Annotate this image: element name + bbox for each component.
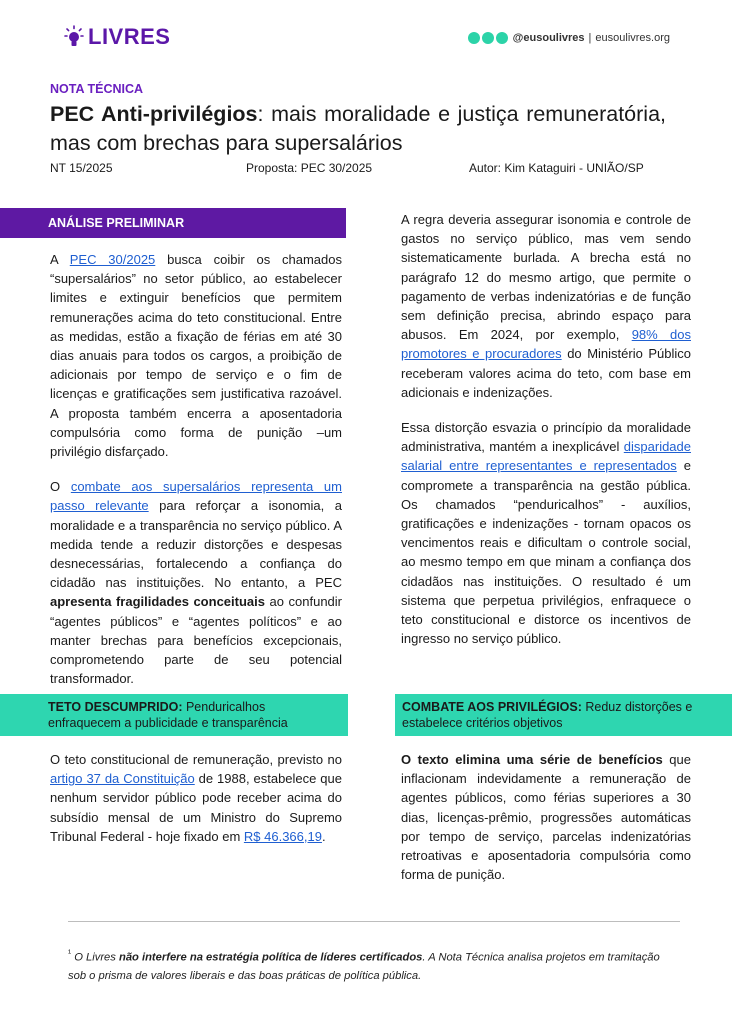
facebook-icon[interactable] [482,32,494,44]
doc-kicker: NOTA TÉCNICA [50,82,144,96]
pec-link[interactable]: PEC 30/2025 [69,252,156,267]
right-column [401,210,691,664]
paragraph: O texto elimina uma série de benefícios que inflacionam indevidamente a remuneração de agentes públicos, como férias superiores a 30 dias, licenças-prêmio, progressões automáticas por tempo de serviço, parcelas indenizatórias retroativas e aposentadoria compulsória como forma de punição. [401,752,691,883]
disparidade-link[interactable]: disparidade salarial entre representantes e representados [401,439,691,474]
twitter-icon[interactable] [496,32,508,44]
teto-text [50,750,342,862]
artigo-37-link[interactable]: artigo 37 da Constituição [50,771,195,787]
livres-logo[interactable] [64,24,170,50]
title-bold: PEC Anti-privilégios [50,102,258,126]
paragraph: A PEC 30/2025 busca coibir os chamados “supersalários” no setor público, ao estabelecer limites e extinguir benefícios que permitem remunerações acima do teto constitucional. Entre as medidas, estão a fixação de férias em até 30 dias anuais para todos os cargos, a proibição de adicionais por tempo de serviço e o fim de licenças e gratificações sem justificativa razoável. A proposta também encerra a aposentadoria compulsória como forma de punição –um privilégio disfarçado. [50,252,342,460]
footnote: $^{^1}$ O Livres não interfere na estratégia política de líderes certificados. A Nota Técnica analisa projetos em tramitação sob o prisma de valores liberais e das boas práticas de política pública. [68,948,660,982]
author: Autor: Kim Kataguiri - UNIÃO/SP [469,161,644,175]
social-links [468,32,670,44]
logo-text: LIVRES [88,24,171,49]
nt-number: NT 15/2025 [50,161,113,175]
social-handle[interactable]: @eusoulivres [512,32,585,44]
paragraph: O teto constitucional de remuneração, previsto no artigo 37 da Constituição de 1988, estabelece que nenhum servidor público pode receber acima do subsídio mensal de um Ministro do Supremo Tribunal Federal - hoje fixado em R$ 46.366,19. [50,752,342,844]
paragraph: Essa distorção esvazia o princípio da moralidade administrativa, mantém a inexplicável disparidade salarial entre representantes e representados e compromete a transparência na gestão pública. Os chamados “penduricalhos” - auxílios, gratificações e indenizações - tornam opacos os vencimentos reais e dificultam o controle social, ao mesmo tempo em que minam a confiança dos cidadãos nas instituições. O resultado é um sistema que perpetua privilégios, enfraquece o teto constitucional e distorce os incentivos de ingresso no serviço público. [401,420,692,647]
section-title: ANÁLISE PRELIMINAR [48,216,185,230]
site-link[interactable]: eusoulivres.org [595,32,670,44]
lightbulb-icon [64,25,84,49]
combate-text [401,750,691,900]
section-header-combate: COMBATE AOS PRIVILÉGIOS: Reduz distorções e estabelece critérios objetivos [395,694,732,736]
instagram-icon[interactable] [468,32,480,44]
paragraph: O combate aos supersalários representa um passo relevante para reforçar a isonomia, a moralidade e a transparência no serviço público. A medida tende a reduzir distorções e despesas desnecessárias, fortalecendo a confiança do cidadão nas instituições. No entanto, a PEC apresenta fragilidades conceituais ao confundir “agentes públicos” e “agentes políticos” e ao manter brechas para benefícios excepcionais, comprometendo parte de seu potencial transformador. [50,479,342,687]
valor-teto-link[interactable]: R$ 46.366,19 [243,828,322,844]
proposal: Proposta: PEC 30/2025 [246,161,373,175]
promotores-link[interactable]: 98% dos promotores e procuradores [401,327,691,362]
paragraph: A regra deveria assegurar isonomia e controle de gastos no serviço público, mas vem sendo sistematicamente burlada. A brecha está no parágrafo 12 do mesmo artigo, que permite o pagamento de verbas indenizatórias e de função sem definição precisa, abrindo espaço para abusos. Em 2024, por exemplo, 98% dos promotores e procuradores do Ministério Público receberam valores acima do teto, com base em adicionais e indenizações. [401,212,691,400]
section-header-analise [0,208,346,238]
separator: | [588,32,592,44]
title-rest: : mais moralidade e justiça remuneratória, mas com brechas para supersalários [50,102,667,155]
section-header-teto: TETO DESCUMPRIDO: Penduricalhos enfraquecem a publicidade e transparência [0,694,348,736]
footnote-divider [68,921,680,922]
page-title [50,100,666,158]
supersalarios-link[interactable]: combate aos supersalários representa um passo relevante [50,479,342,514]
left-column [50,250,342,704]
